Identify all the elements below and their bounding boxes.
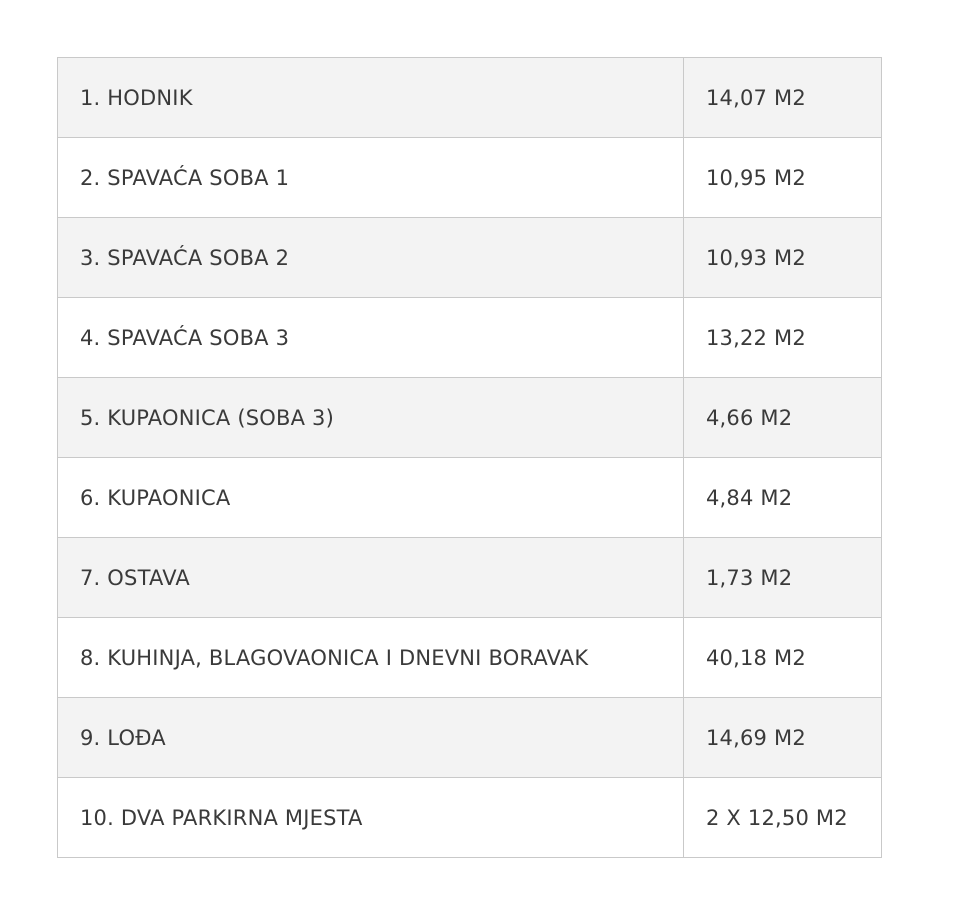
room-name-cell: 4. SPAVAĆA SOBA 3: [58, 298, 684, 378]
room-area-cell: 10,95 M2: [684, 138, 882, 218]
room-area-cell: 4,84 M2: [684, 458, 882, 538]
room-name-cell: 2. SPAVAĆA SOBA 1: [58, 138, 684, 218]
room-name-cell: 5. KUPAONICA (SOBA 3): [58, 378, 684, 458]
rooms-table-container: [57, 57, 881, 858]
table-row: [58, 218, 882, 298]
room-area-cell: 4,66 M2: [684, 378, 882, 458]
table-row: [58, 298, 882, 378]
room-name-cell: 6. KUPAONICA: [58, 458, 684, 538]
rooms-table: [57, 57, 882, 858]
room-area-cell: 14,07 M2: [684, 58, 882, 138]
room-name-cell: 7. OSTAVA: [58, 538, 684, 618]
table-row: [58, 698, 882, 778]
room-area-cell: 13,22 M2: [684, 298, 882, 378]
table-row: [58, 58, 882, 138]
room-area-cell: 2 X 12,50 M2: [684, 778, 882, 858]
table-row: [58, 538, 882, 618]
room-area-cell: 40,18 M2: [684, 618, 882, 698]
room-area-cell: 1,73 M2: [684, 538, 882, 618]
room-name-cell: 3. SPAVAĆA SOBA 2: [58, 218, 684, 298]
table-row: [58, 138, 882, 218]
room-name-cell: 8. KUHINJA, BLAGOVAONICA I DNEVNI BORAVAK: [58, 618, 684, 698]
room-name-cell: 10. DVA PARKIRNA MJESTA: [58, 778, 684, 858]
room-area-cell: 14,69 M2: [684, 698, 882, 778]
room-name-cell: 9. LOĐA: [58, 698, 684, 778]
table-row: [58, 618, 882, 698]
table-row: [58, 458, 882, 538]
table-row: [58, 778, 882, 858]
table-row: [58, 378, 882, 458]
room-name-cell: 1. HODNIK: [58, 58, 684, 138]
room-area-cell: 10,93 M2: [684, 218, 882, 298]
